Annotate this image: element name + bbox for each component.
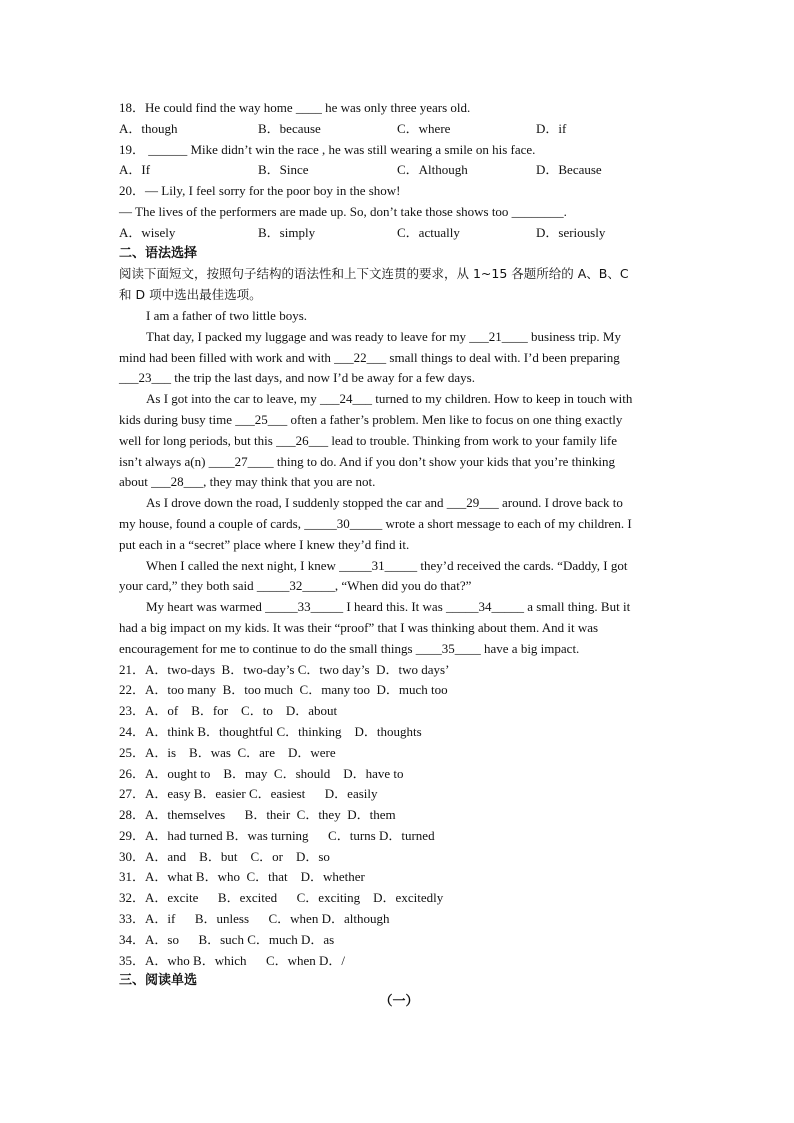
answer-option-line: 31．A．what B．who C．that D．whether bbox=[119, 869, 365, 885]
passage-line: encouragement for me to continue to do the small things ____35____ have a big impact. bbox=[119, 640, 580, 656]
answer-option-line: 21．A．two-days B．two-day’s C．two day’s D．two days’ bbox=[119, 661, 450, 677]
passage-line: My heart was warmed _____33_____ I heard this. It was _____34_____ a small thing. But it bbox=[146, 599, 631, 615]
answer-option-line: 26．A．ought to B．may C．should D．have to bbox=[119, 765, 404, 781]
passage-line: I am a father of two little boys. bbox=[146, 307, 308, 323]
passage-line: mind had been filled with work and with ___22___ small things to deal with. I’d been preparing bbox=[119, 349, 620, 365]
q18-option-d: D．if bbox=[536, 120, 567, 136]
q18-option-c: C．where bbox=[397, 120, 451, 136]
answer-option-line: 34．A．so B．such C．much D．as bbox=[119, 931, 335, 947]
q18-option-b: B．because bbox=[258, 120, 321, 136]
answer-option-line: 24．A．think B．thoughtful C．thinking D．thoughts bbox=[119, 723, 422, 739]
passage-line: That day, I packed my luggage and was ready to leave for my ___21____ business trip. My bbox=[146, 328, 621, 344]
q20-option-d: D．seriously bbox=[536, 224, 606, 240]
reading-subheading: （一） bbox=[379, 994, 419, 1010]
answer-option-line: 28．A．themselves B．their C．they D．them bbox=[119, 807, 396, 823]
q20-option-c: C．actually bbox=[397, 224, 460, 240]
passage-line: put each in a “secret” place where I knew they’d find it. bbox=[119, 536, 410, 552]
answer-option-line: 29．A．had turned B．was turning C．turns D．turned bbox=[119, 827, 435, 843]
passage-line: had a big impact on my kids. It was their “proof” that I was thinking about them. And it was bbox=[119, 619, 599, 635]
q20-option-b: B．simply bbox=[258, 224, 316, 240]
passage-line: my house, found a couple of cards, _____30_____ wrote a short message to each of my children. I bbox=[119, 515, 632, 531]
passage-line: As I drove down the road, I suddenly stopped the car and ___29___ around. I drove back to bbox=[146, 495, 623, 511]
passage-line: isn’t always a(n) ____27____ thing to do. And if you don’t show your kids that you’re thinking bbox=[119, 453, 616, 469]
section-2-instruction-line-2: 和 D 项中选出最佳选项。 bbox=[119, 287, 262, 303]
question-19-stem: 19． ______ Mike didn’t win the race , he was still wearing a smile on his face. bbox=[119, 141, 536, 157]
page-content bbox=[119, 98, 679, 1013]
q19-option-c: C．Although bbox=[397, 162, 468, 178]
passage-line: about ___28___, they may think that you are not. bbox=[119, 474, 376, 490]
question-18-stem: 18．He could find the way home ____ he was only three years old. bbox=[119, 100, 471, 115]
passage bbox=[119, 306, 679, 660]
question-20-stem: 20．— Lily, I feel sorry for the poor boy in the show! bbox=[119, 183, 401, 199]
passage-line: As I got into the car to leave, my ___24___ turned to my children. How to keep in touch with bbox=[146, 391, 633, 407]
section-2-title: 二、语法选择 bbox=[119, 245, 198, 261]
q20-option-a: A．wisely bbox=[119, 224, 176, 240]
q19-option-d: D．Because bbox=[536, 162, 602, 178]
q18-option-a: A．though bbox=[119, 120, 178, 136]
passage-line: kids during busy time ___25___ often a father’s problem. Men like to focus on one thing exactly bbox=[119, 411, 623, 427]
passage-line: ___23___ the trip the last days, and now I’d be away for a few days. bbox=[119, 370, 475, 386]
section-2-instruction-line-1: 阅读下面短文，按照句子结构的语法性和上下文连贯的要求，从 1~15 各题所给的 A、B、C bbox=[119, 266, 629, 282]
q19-option-a: A．If bbox=[119, 162, 151, 178]
answer-option-line: 30．A．and B．but C．or D．so bbox=[119, 848, 330, 864]
question-20-stem-reply: — The lives of the performers are made up. So, don’t take those shows too ________. bbox=[119, 203, 567, 219]
passage-line: your card,” they both said _____32_____, “When did you do that?” bbox=[119, 578, 472, 594]
question-19-options bbox=[119, 160, 679, 181]
question-20-options bbox=[119, 223, 679, 244]
passage-line: When I called the next night, I knew _____31_____ they’d received the cards. “Daddy, I got bbox=[146, 557, 628, 573]
passage-line: well for long periods, but this ___26___ lead to trouble. Thinking from work to your family life bbox=[119, 432, 618, 448]
answer-option-line: 22．A．too many B．too much C．many too D．much too bbox=[119, 682, 448, 698]
answer-option-line: 35．A．who B．which C．when D．/ bbox=[119, 952, 346, 968]
section-3-title: 三、阅读单选 bbox=[119, 973, 198, 989]
answer-option-line: 33．A．if B．unless C．when D．although bbox=[119, 911, 390, 927]
answer-option-line: 23．A．of B．for C．to D．about bbox=[119, 703, 338, 719]
answer-option-line: 32．A．excite B．excited C．exciting D．excitedly bbox=[119, 890, 444, 906]
answer-option-line: 25．A．is B．was C．are D．were bbox=[119, 744, 336, 760]
question-18-options bbox=[119, 119, 679, 140]
answer-options-list bbox=[119, 660, 679, 972]
answer-option-line: 27．A．easy B．easier C．easiest D．easily bbox=[119, 786, 378, 802]
q19-option-b: B．Since bbox=[258, 162, 309, 178]
